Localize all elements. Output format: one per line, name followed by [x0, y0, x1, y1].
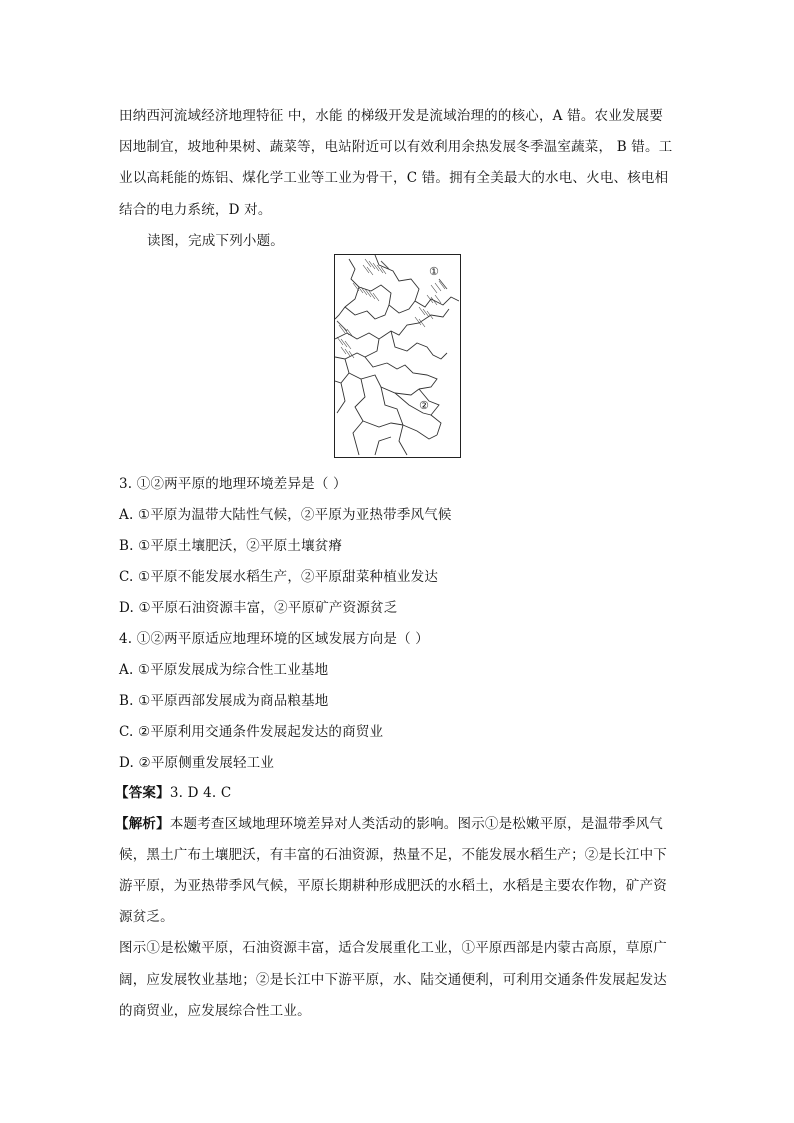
question-3-option-a: A. ①平原为温带大陆性气候，②平原为亚热带季风气候	[119, 507, 452, 523]
answer-text: 3. D 4. C	[169, 785, 232, 801]
analysis-tag: 【解析】	[115, 816, 170, 832]
answer-line	[115, 781, 231, 801]
analysis-text: 本题考查区域地理环境差异对人类活动的影响。图示①是松嫩平原，是温带季风气	[169, 816, 664, 832]
reading-prompt: 读图，完成下列小题。	[147, 233, 284, 249]
question-4-option-c: C. ②平原利用交通条件发展起发达的商贸业	[119, 724, 384, 740]
question-4-option-b: B. ①平原西部发展成为商品粮基地	[119, 693, 329, 709]
question-4-option-d: D. ②平原侧重发展轻工业	[119, 755, 275, 771]
border-line	[375, 437, 391, 455]
border-line	[375, 255, 459, 307]
analysis-line-7: 的商贸业，应发展综合性工业。	[119, 1003, 311, 1019]
border-line	[365, 357, 387, 367]
border-line	[335, 259, 359, 319]
region-map-figure	[334, 254, 461, 458]
coast-line	[387, 363, 437, 389]
intro-line-4: 结合的电力系统，D 对。	[119, 202, 272, 218]
border-line	[349, 373, 419, 395]
marker-plain-2: ②	[419, 399, 429, 412]
analysis-line-4: 源贫乏。	[119, 909, 174, 925]
border-line	[403, 425, 437, 439]
border-line	[337, 383, 345, 413]
border-line	[353, 379, 365, 455]
map-drawing	[335, 255, 459, 456]
question-3-stem: 3. ①②两平原的地理环境差异是（ ）	[119, 476, 347, 492]
border-line	[363, 421, 403, 427]
analysis-line-2: 候，黑土广布土壤肥沃，有丰富的石油资源，热量不足，不能发展水稻生产；②是长江中下	[119, 847, 667, 863]
border-line	[381, 387, 407, 455]
border-line	[335, 359, 349, 383]
question-3-option-b: B. ①平原土壤肥沃，②平原土壤贫瘠	[119, 538, 343, 554]
intro-line-2: 因地制宜，坡地种果树、蔬菜等，电站附近可以有效利用余热发展冬季温室蔬菜， B 错。工	[119, 139, 673, 155]
question-4-option-a: A. ①平原发展成为综合性工业基地	[119, 662, 329, 678]
border-line	[345, 305, 389, 319]
marker-plain-1: ①	[429, 265, 439, 278]
coast-line	[419, 389, 441, 435]
analysis-line-5: 图示①是松嫩平原，石油资源丰富，适合发展重化工业，①平原西部是内蒙古高原，草原广	[119, 940, 667, 956]
question-3-option-d: D. ①平原石油资源丰富，②平原矿产资源贫乏	[119, 600, 398, 616]
border-line	[335, 339, 379, 359]
intro-line-3: 业以高耗能的炼铝、煤化学工业等工业为骨干，C 错。拥有全美最大的水电、火电、核电相	[119, 170, 669, 186]
analysis-line-3: 游平原，为亚热带季风气候，平原长期耕种形成肥沃的水稻土，水稻是主要农作物，矿产资	[119, 878, 667, 894]
intro-line-1: 田纳西河流域经济地理特征 中，水能 的梯级开发是流域治理的的核心，A 错。农业发展要	[119, 108, 664, 124]
question-3-option-c: C. ①平原不能发展水稻生产，②平原甜菜种植业发达	[119, 569, 439, 585]
answer-tag: 【答案】	[115, 785, 170, 801]
analysis-line-1	[115, 812, 663, 832]
question-4-stem: 4. ①②两平原适应地理环境的区域发展方向是（ ）	[119, 631, 429, 647]
analysis-line-6: 阔，应发展牧业基地；②是长江中下游平原，水、陆交通便利，可利用交通条件发展起发达	[119, 972, 667, 988]
